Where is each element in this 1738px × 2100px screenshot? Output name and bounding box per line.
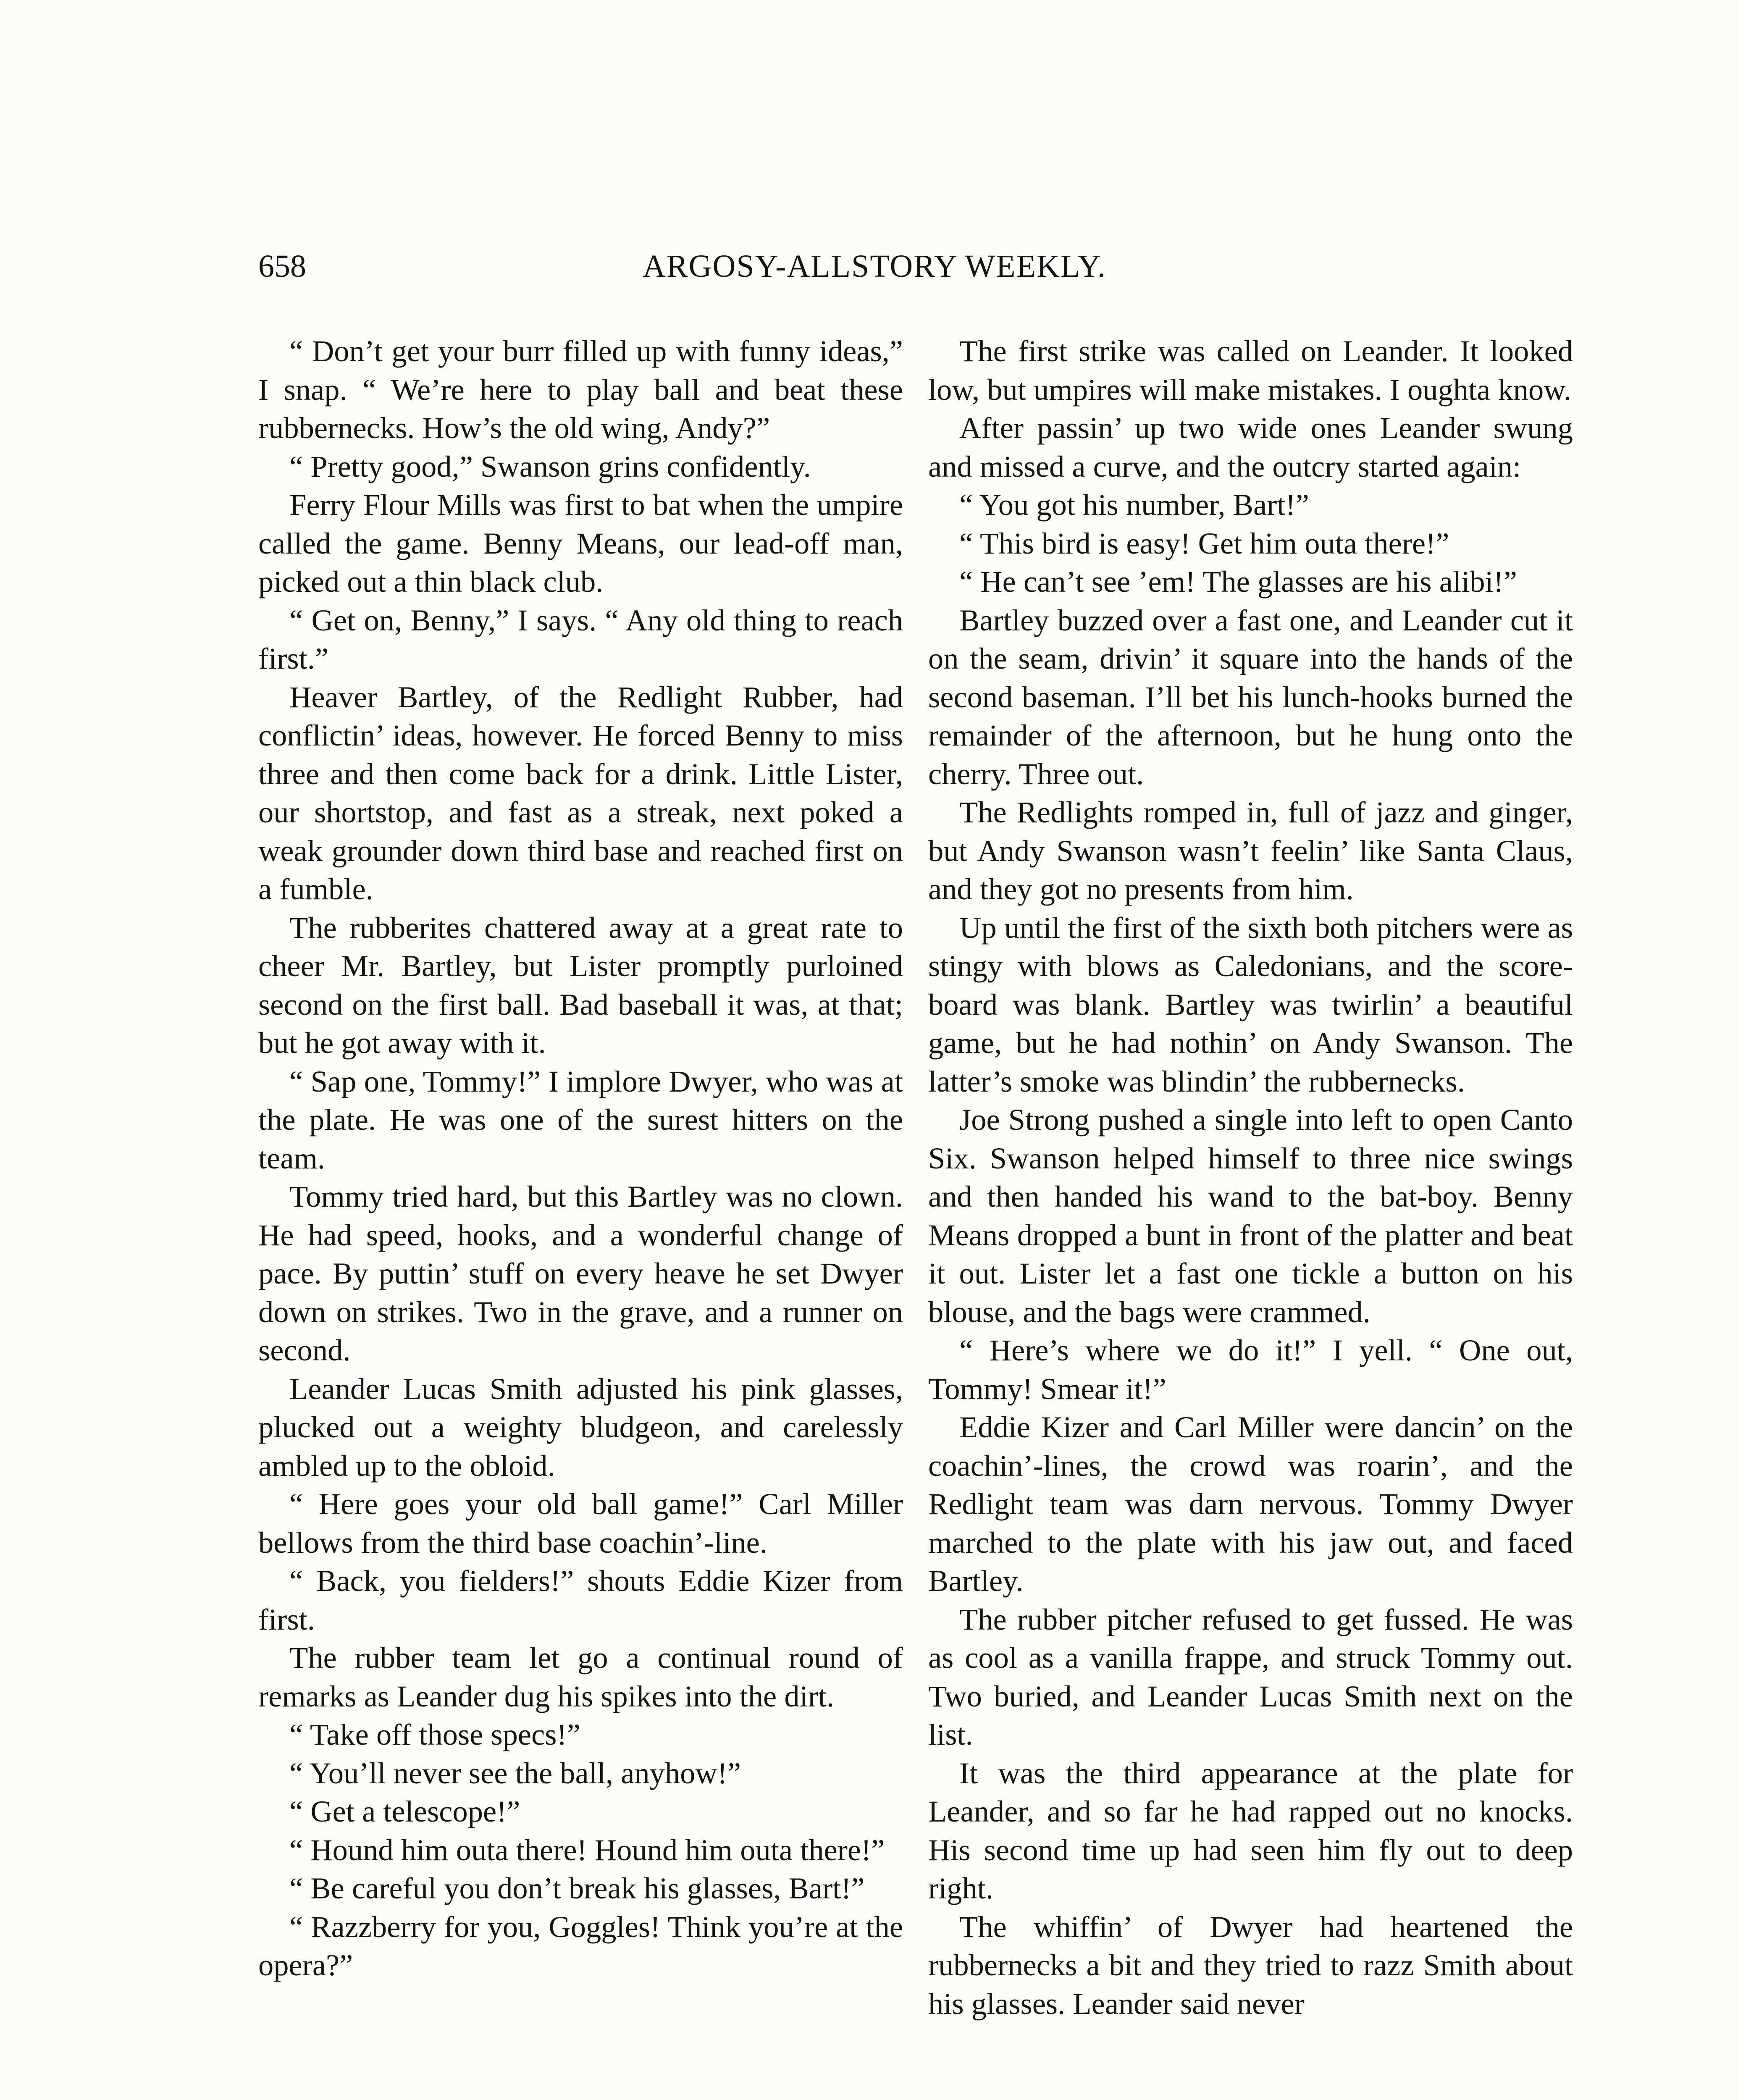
- paragraph: The first strike was called on Leander. It looked low, but umpires will make mistakes. I oughta know.: [928, 334, 1573, 407]
- paragraph: It was the third appearance at the plate for Leander, and so far he had rapped out no knocks. His second time up had seen him fly out to deep right.: [928, 1756, 1573, 1905]
- paragraph: “ Don’t get your burr filled up with funny ideas,” I snap. “ We’re here to play ball and beat these rubbernecks. How’s the old wing, Andy?”: [258, 334, 903, 445]
- paragraph: “ Pretty good,” Swanson grins confidently.: [289, 449, 811, 483]
- paragraph: Ferry Flour Mills was first to bat when the umpire called the game. Benny Means, our lead-off man, picked out a thin black club.: [258, 488, 903, 598]
- paragraph: “ Razzberry for you, Goggles! Think you’re at the opera?”: [258, 1909, 903, 1982]
- paragraph: “ He can’t see ’em! The glasses are his alibi!”: [959, 564, 1517, 598]
- paragraph: “ Get on, Benny,” I says. “ Any old thing to reach first.”: [258, 603, 903, 675]
- paragraph: “ Take off those specs!”: [289, 1717, 580, 1751]
- right-column: [928, 332, 1573, 2023]
- running-title: ARGOSY-ALLSTORY WEEKLY.: [643, 249, 1106, 284]
- paragraph: Heaver Bartley, of the Redlight Rubber, had conflictin’ ideas, however. He forced Benny to miss three and then come back for a drink. Little Lister, our shortstop, and fast as a streak, next poked a weak grounder down third base and reached first on a fumble.: [258, 680, 903, 906]
- paragraph: “ Here goes your old ball game!” Carl Miller bellows from the third base coachin’-line.: [258, 1487, 903, 1559]
- paragraph: Up until the first of the sixth both pitchers were as stingy with blows as Caledonians, and the score-board was blank. Bartley was twirlin’ a beautiful game, but he had nothin’ on Andy Swanson. The latter’s smoke was blindin’ the rubbernecks.: [928, 910, 1573, 1098]
- paragraph: “ Hound him outa there! Hound him outa there!”: [289, 1832, 885, 1867]
- page-number: 658: [258, 249, 306, 284]
- paragraph: “ Be careful you don’t break his glasses, Bart!”: [289, 1871, 865, 1905]
- paragraph: “ You’ll never see the ball, anyhow!”: [289, 1756, 741, 1790]
- paragraph: After passin’ up two wide ones Leander swung and missed a curve, and the outcry started again:: [928, 411, 1573, 483]
- paragraph: “ This bird is easy! Get him outa there!”: [959, 526, 1449, 560]
- paragraph: The rubberites chattered away at a great rate to cheer Mr. Bartley, but Lister promptly purloined second on the first ball. Bad baseball it was, at that; but he got away with it.: [258, 910, 903, 1060]
- paragraph: The whiffin’ of Dwyer had heartened the rubbernecks a bit and they tried to razz Smith about his glasses. Leander said never: [928, 1909, 1573, 2021]
- paragraph: The Redlights romped in, full of jazz and ginger, but Andy Swanson wasn’t feelin’ like Santa Claus, and they got no presents from him.: [928, 795, 1573, 906]
- paragraph: “ Back, you fielders!” shouts Eddie Kizer from first.: [258, 1564, 903, 1636]
- paragraph: The rubber pitcher refused to get fussed. He was as cool as a vanilla frappe, and struck Tommy out. Two buried, and Leander Lucas Smith next on the list.: [928, 1602, 1573, 1751]
- paragraph: Leander Lucas Smith adjusted his pink glasses, plucked out a weighty bludgeon, and carelessly ambled up to the obloid.: [258, 1371, 903, 1483]
- paragraph: “ Get a telescope!”: [289, 1794, 520, 1828]
- paragraph: Eddie Kizer and Carl Miller were dancin’ on the coachin’-lines, the crowd was roarin’, and the Redlight team was darn nervous. Tommy Dwyer marched to the plate with his jaw out, and faced Bartley.: [928, 1410, 1573, 1598]
- paragraph: Tommy tried hard, but this Bartley was no clown. He had speed, hooks, and a wonderful change of pace. By puttin’ stuff on every heave he set Dwyer down on strikes. Two in the grave, and a runner on second.: [258, 1179, 903, 1367]
- left-column: [258, 332, 903, 1984]
- paragraph: Joe Strong pushed a single into left to open Canto Six. Swanson helped himself to three nice swings and then handed his wand to the bat-boy. Benny Means dropped a bunt in front of the platter and beat it out. Lister let a fast one tickle a button on his blouse, and the bags were crammed.: [928, 1102, 1573, 1329]
- paragraph: “ You got his number, Bart!”: [959, 488, 1309, 522]
- paragraph: The rubber team let go a continual round of remarks as Leander dug his spikes into the dirt.: [258, 1641, 903, 1713]
- paragraph: “ Sap one, Tommy!” I implore Dwyer, who was at the plate. He was one of the surest hitters on the team.: [258, 1064, 903, 1175]
- paragraph: Bartley buzzed over a fast one, and Leander cut it on the seam, drivin’ it square into the hands of the second baseman. I’ll bet his lunch-hooks burned the remainder of the afternoon, but he hung onto the cherry. Three out.: [928, 603, 1573, 791]
- paragraph: “ Here’s where we do it!” I yell. “ One out, Tommy! Smear it!”: [928, 1333, 1573, 1406]
